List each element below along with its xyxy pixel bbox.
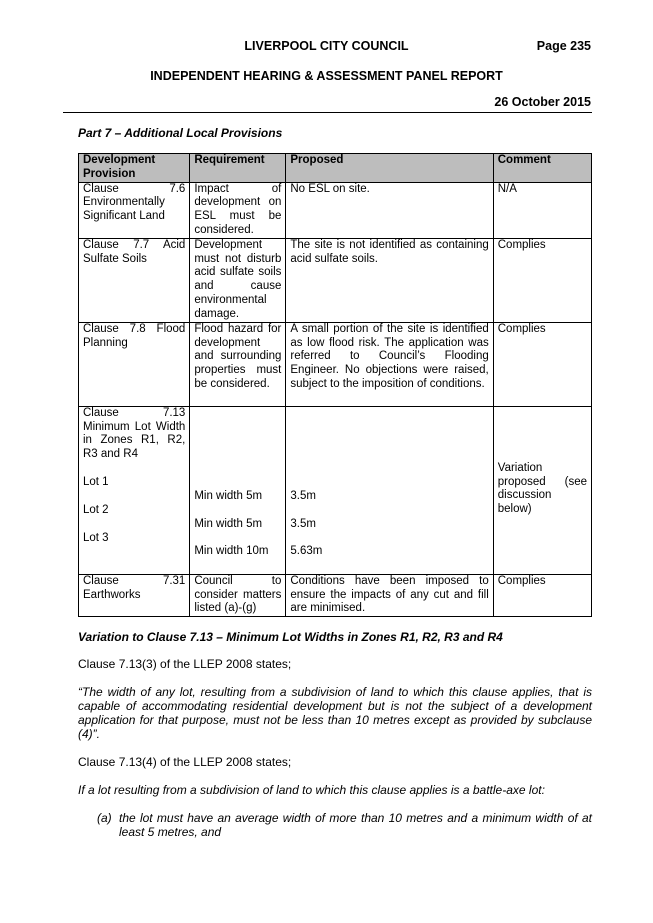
cell-comment: Complies [493, 238, 591, 322]
section-title: Part 7 – Additional Local Provisions [78, 126, 283, 140]
cell-comment: Complies [493, 574, 591, 616]
cell-proposed: Conditions have been imposed to ensure the impacts of any cut and fill are minimised. [286, 574, 493, 616]
lot-proposed: 3.5m [290, 489, 316, 502]
paragraph: If a lot resulting from a subdivision of land to which this clause applies is a battle-axe lot: [78, 783, 545, 797]
lot-label: Lot 2 [83, 503, 109, 516]
cell-requirement: Council to consider matters listed (a)-(g) [190, 574, 286, 616]
header-requirement: Requirement [190, 154, 286, 183]
header-provision: Development Provision [79, 154, 190, 183]
paragraph: Clause 7.13(4) of the LLEP 2008 states; [78, 755, 292, 769]
cell-proposed [286, 406, 493, 574]
lot-proposed: 5.63m [290, 545, 323, 558]
page-number: Page 235 [536, 39, 591, 53]
clause-label: Clause 7.13 Minimum Lot Width in Zones R1, R2, R3 and R4 [83, 406, 186, 461]
variation-heading: Variation to Clause 7.13 – Minimum Lot Widths in Zones R1, R2, R3 and R4 [78, 630, 503, 644]
cell-comment: N/A [493, 182, 591, 238]
list-item-text: the lot must have an average width of more than 10 metres and a minimum width of at least 5 metres, and [119, 811, 592, 839]
lot-requirement: Min width 5m [194, 489, 263, 502]
cell-provision: Clause 7.6 Environmentally Significant Land [79, 182, 190, 238]
table-row [79, 322, 592, 406]
cell-requirement: Impact of development on ESL must be considered. [190, 182, 286, 238]
council-name: LIVERPOOL CITY COUNCIL [244, 39, 409, 53]
report-date: 26 October 2015 [494, 95, 591, 109]
paragraph: Clause 7.13(3) of the LLEP 2008 states; [78, 657, 292, 671]
cell-provision: Clause 7.7 Acid Sulfate Soils [79, 238, 190, 322]
lot-requirement: Min width 5m [194, 517, 263, 530]
report-title: INDEPENDENT HEARING & ASSESSMENT PANEL REPORT [150, 69, 503, 83]
cell-provision: Clause 7.8 Flood Planning [79, 322, 190, 406]
cell-provision [79, 406, 190, 574]
lot-label: Lot 3 [83, 531, 109, 544]
lot-proposed: 3.5m [290, 517, 316, 530]
cell-comment: Complies [493, 322, 591, 406]
list-item [97, 811, 592, 839]
cell-comment [493, 406, 591, 574]
header-proposed: Proposed [286, 154, 493, 183]
quote-paragraph: “The width of any lot, resulting from a subdivision of land to which this clause applies, that is capable of accommodating residential development but is not the subject of a development application for that purpose, must not be less than 10 metres except as provided by subclause (4)”. [78, 685, 592, 741]
variation-comment: Variation proposed (see discussion below) [497, 461, 587, 516]
lot-label: Lot 1 [83, 475, 109, 488]
header-divider [63, 112, 592, 113]
table-row [79, 238, 592, 322]
cell-requirement [190, 406, 286, 574]
provisions-table [78, 153, 592, 617]
list-item-label: (a) [97, 811, 112, 825]
cell-proposed: No ESL on site. [286, 182, 493, 238]
table-row [79, 574, 592, 616]
cell-requirement: Development must not disturb acid sulfate soils and cause environmental damage. [190, 238, 286, 322]
table-row [79, 406, 592, 574]
table-row [79, 182, 592, 238]
lot-requirement: Min width 10m [194, 545, 269, 558]
cell-proposed: A small portion of the site is identified as low flood risk. The application was referred to Council’s Flooding Engineer. No objections were raised, subject to the imposition of conditions. [286, 322, 493, 406]
header-comment: Comment [493, 154, 591, 183]
cell-proposed: The site is not identified as containing acid sulfate soils. [286, 238, 493, 322]
cell-provision: Clause 7.31 Earthworks [79, 574, 190, 616]
table-header-row [79, 154, 592, 183]
cell-requirement: Flood hazard for development and surrounding properties must be considered. [190, 322, 286, 406]
